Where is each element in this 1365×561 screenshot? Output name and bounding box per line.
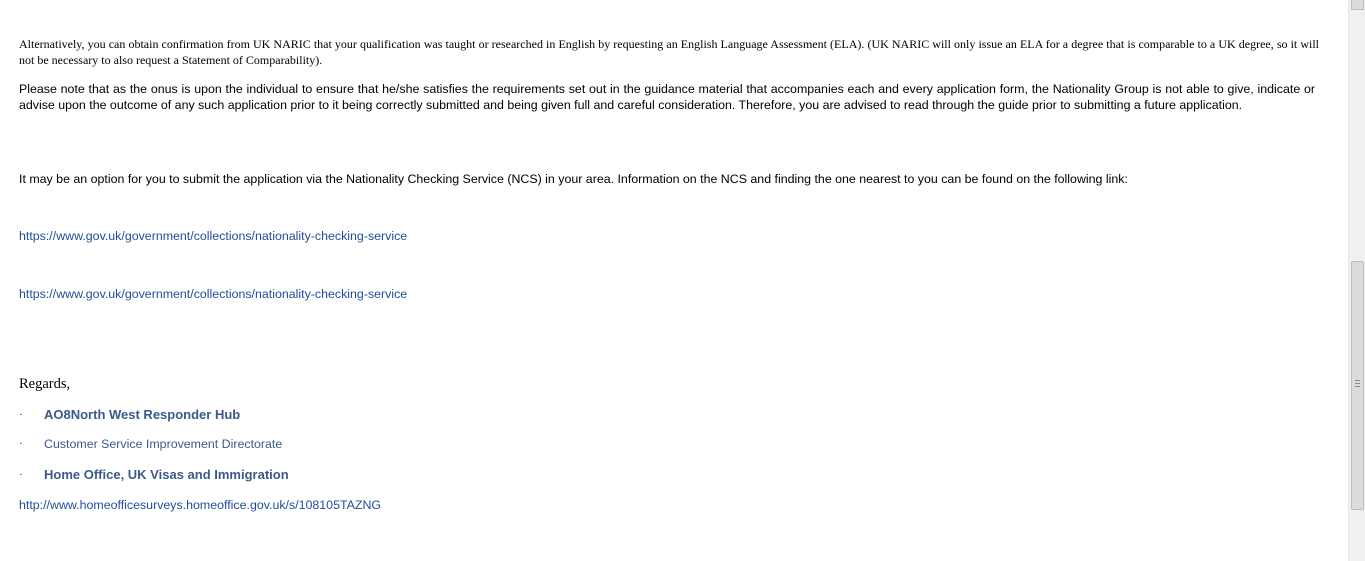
- bullet-glyph: ·: [19, 408, 23, 421]
- signature-line-3: [19, 467, 289, 482]
- scrollbar-top-edge: [1351, 0, 1364, 10]
- ncs-link-2[interactable]: https://www.gov.uk/government/collections/nationality-checking-service: [19, 287, 408, 301]
- paragraph-onus: Please note that as the onus is upon the individual to ensure that he/she satisfies the requirements set out in the guidance material that accompanies each and every application form, the Nationality Group is not able to give, indicate or advise upon the outcome of any such application prior to it being correctly submitted and being given full and careful consideration. Therefore, you are advised to read through the guide prior to submitting a future application.: [19, 82, 1315, 112]
- signature-hub-name: AO8North West Responder Hub: [44, 407, 241, 422]
- scrollbar-thumb[interactable]: [1351, 261, 1364, 510]
- scrollbar-grip-icon: [1355, 380, 1360, 389]
- bullet-glyph: ·: [19, 468, 23, 481]
- signature-regards: Regards,: [19, 376, 71, 392]
- paragraph-ela: Alternatively, you can obtain confirmation from UK NARIC that your qualification was taught or researched in English by requesting an English Language Assessment (ELA). (UK NARIC will only issue an ELA for a degree that is comparable to a UK degree, so it will not be necessary to also request a Statement of Comparability).: [19, 37, 1319, 67]
- signature-directorate: Customer Service Improvement Directorate: [44, 437, 283, 451]
- bullet-glyph: ·: [19, 438, 23, 450]
- ncs-link-1[interactable]: https://www.gov.uk/government/collections/nationality-checking-service: [19, 229, 408, 243]
- paragraph-ncs: It may be an option for you to submit the application via the Nationality Checking Service (NCS) in your area. Information on the NCS and finding the one nearest to you can be found on the following link:: [19, 172, 1128, 186]
- signature-line-2: [19, 437, 282, 451]
- signature-department: Home Office, UK Visas and Immigration: [44, 467, 289, 482]
- survey-link[interactable]: http://www.homeofficesurveys.homeoffice.gov.uk/s/108105TAZNG: [19, 498, 382, 512]
- vertical-scrollbar[interactable]: [1348, 0, 1365, 561]
- signature-line-1: [19, 407, 240, 422]
